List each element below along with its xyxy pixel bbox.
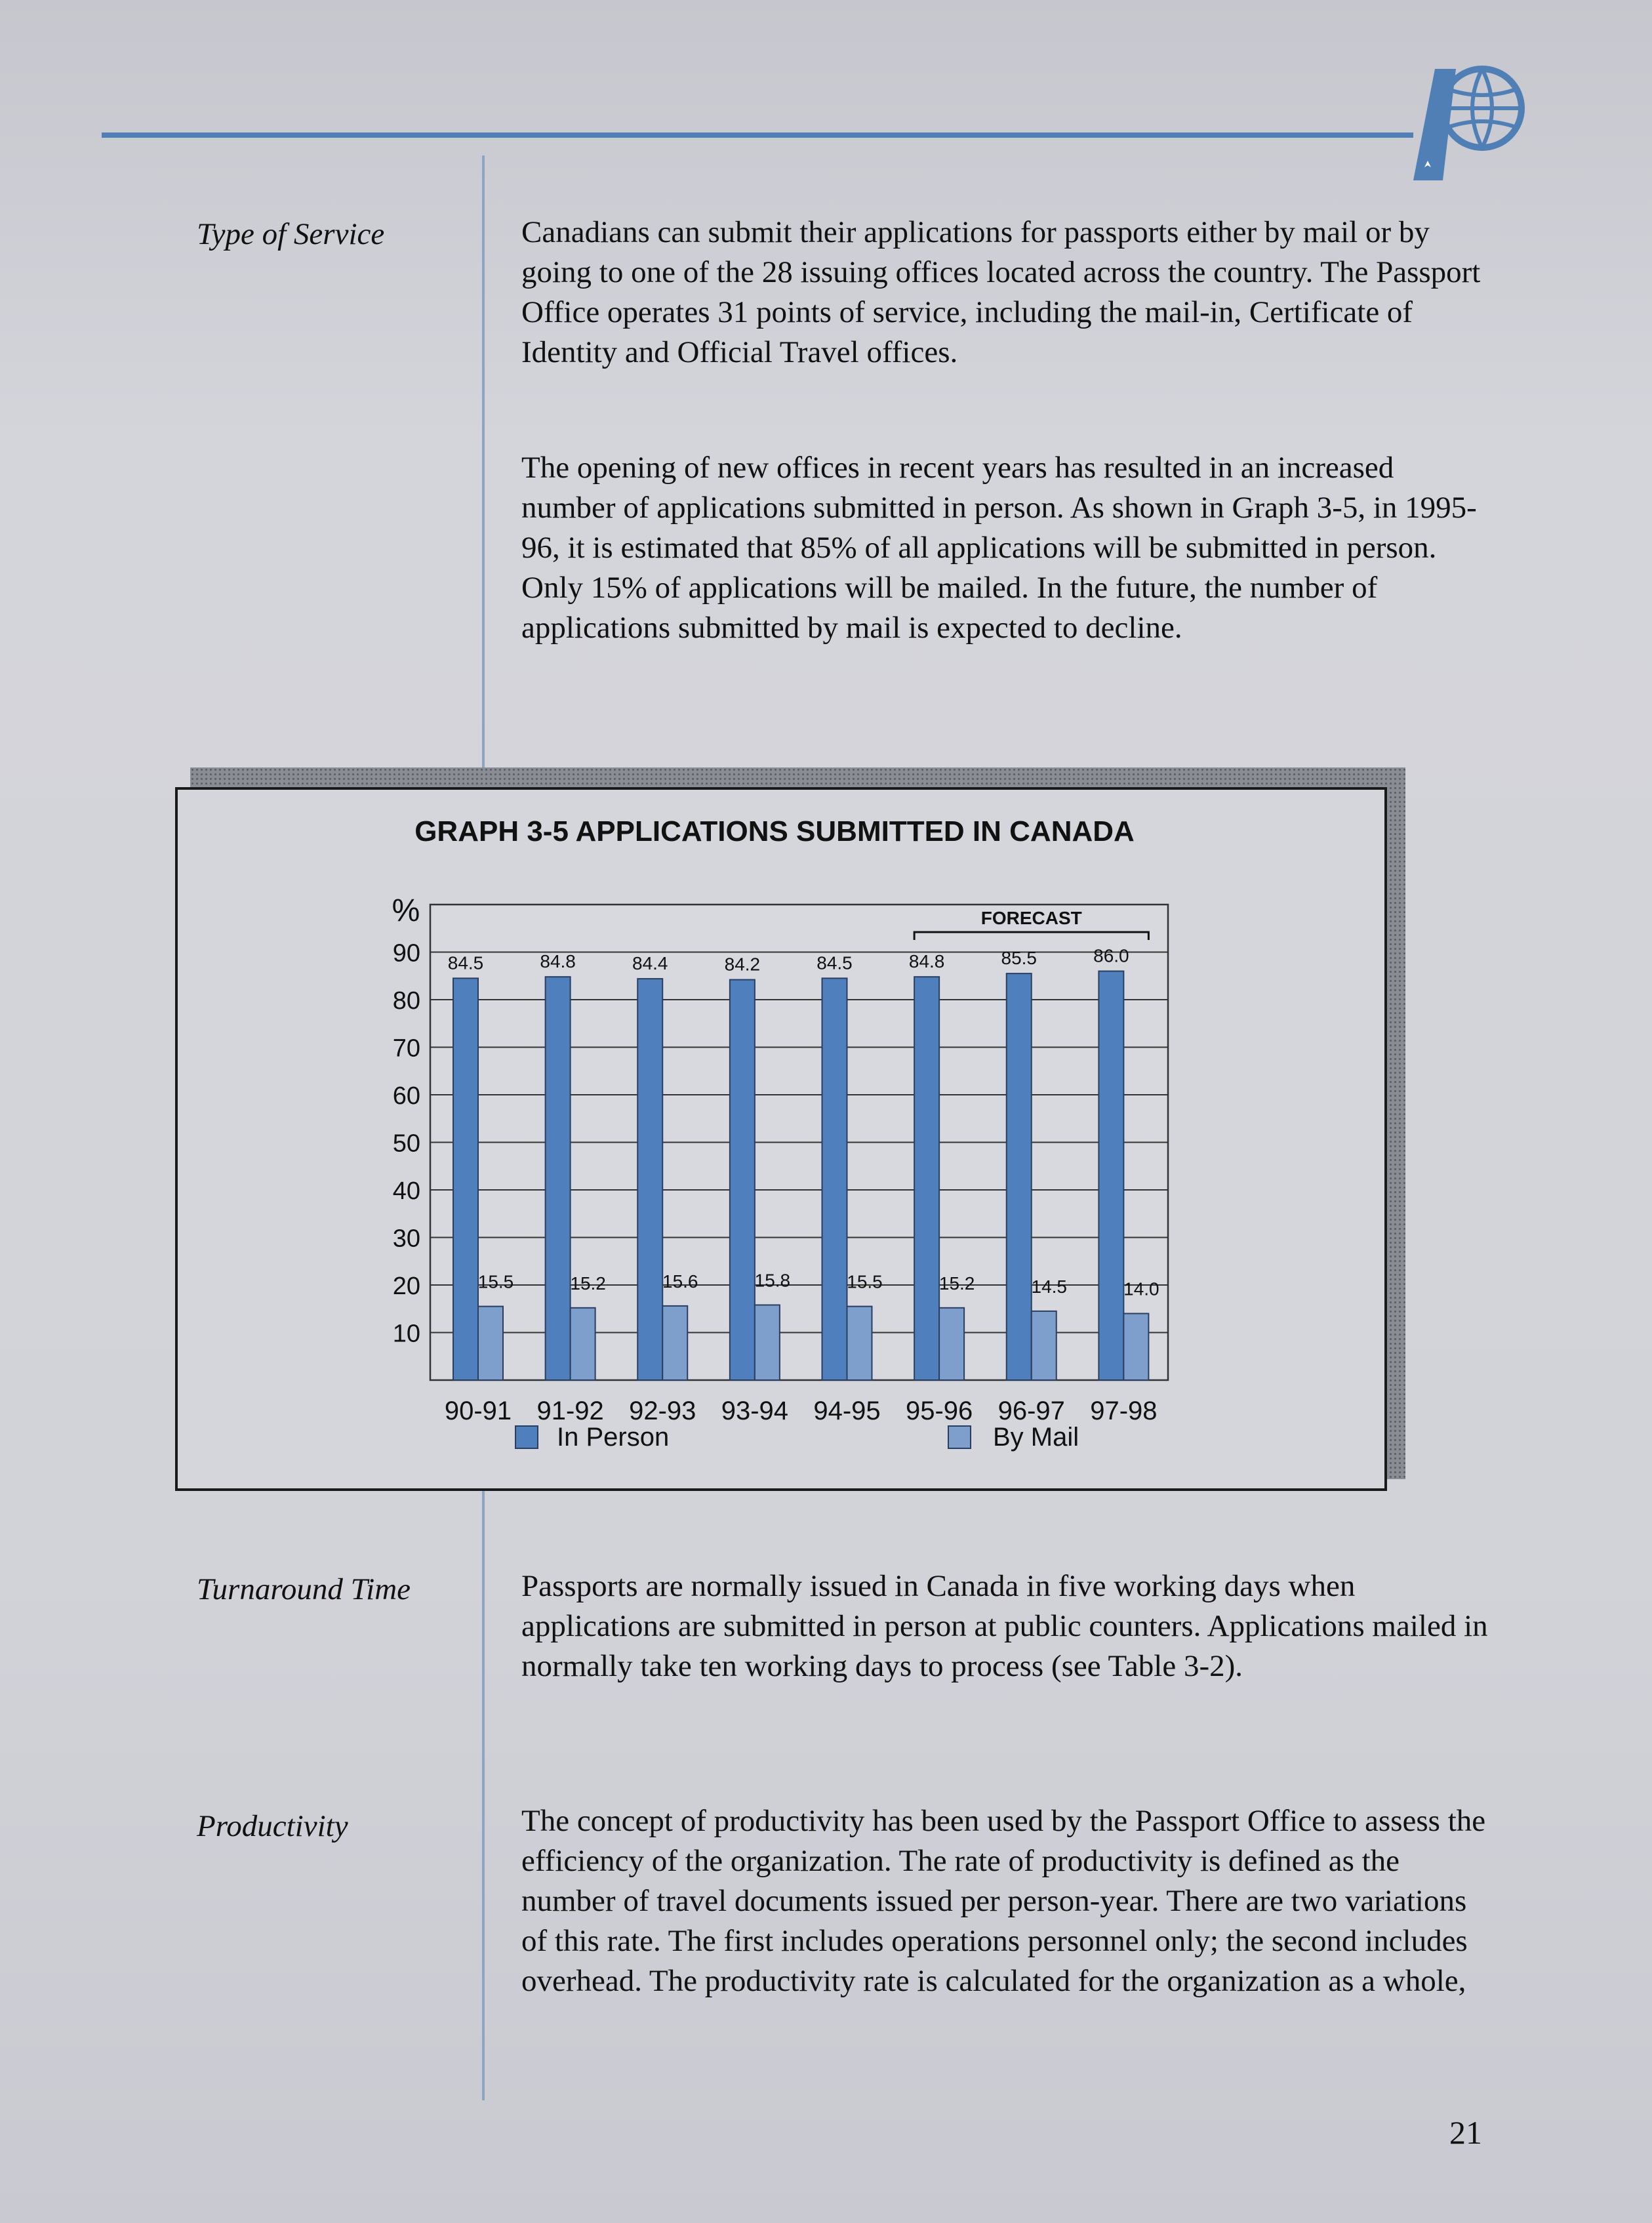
- x-tick-label-92-93: 92-93: [629, 1397, 696, 1425]
- bar-by-mail-92-93: [662, 1306, 687, 1380]
- bar-in-person-93-94: [730, 980, 755, 1380]
- section-label-type-of-service: Type of Service: [197, 217, 385, 251]
- data-label-in-person-90-91: 84.5: [447, 952, 484, 973]
- data-label-in-person-91-92: 84.8: [540, 951, 576, 972]
- header-rule: [102, 133, 1413, 138]
- data-label-by-mail-92-93: 15.6: [662, 1271, 698, 1292]
- data-label-by-mail-95-96: 15.2: [938, 1273, 975, 1294]
- bar-by-mail-97-98: [1123, 1314, 1148, 1381]
- data-label-in-person-93-94: 84.2: [724, 954, 761, 975]
- data-label-by-mail-93-94: 15.8: [754, 1270, 791, 1291]
- data-label-by-mail-96-97: 14.5: [1031, 1276, 1067, 1297]
- turnaround-time-paragraph: Passports are normally issued in Canada in five working days when applications are submitted in person at public counters. Applications mailed in normally take ten working days to process (see Table 3-2).: [521, 1569, 1488, 1683]
- bar-in-person-95-96: [914, 977, 939, 1380]
- x-tick-label-90-91: 90-91: [444, 1397, 512, 1425]
- data-label-in-person-92-93: 84.4: [632, 953, 668, 974]
- bar-in-person-97-98: [1098, 971, 1123, 1381]
- legend-swatch-by-mail: [948, 1426, 971, 1448]
- y-tick-label-40: 40: [392, 1177, 420, 1205]
- y-tick-label-90: 90: [392, 939, 420, 968]
- chart-title: GRAPH 3-5 APPLICATIONS SUBMITTED IN CANADA: [414, 815, 1135, 847]
- section-label-productivity: Productivity: [197, 1809, 348, 1843]
- passport-office-logo-icon: [1410, 62, 1528, 187]
- bar-by-mail-96-97: [1032, 1311, 1057, 1380]
- chart-y-axis-label: %: [392, 893, 420, 928]
- x-tick-label-97-98: 97-98: [1090, 1397, 1158, 1425]
- x-tick-label-93-94: 93-94: [721, 1397, 789, 1425]
- y-tick-label-20: 20: [392, 1273, 420, 1300]
- y-tick-label-70: 70: [392, 1034, 420, 1063]
- type-of-service-paragraph-2: The opening of new offices in recent years has resulted in an increased number of applications submitted in person. As shown in Graph 3-5, in 1995-96, it is estimated that 85% of all applications will be submitted in person. Only 15% of applications will be mailed. In the future, the number of applications submitted by mail is expected to decline.: [521, 451, 1477, 645]
- graph-3-5-chart: [178, 790, 1384, 1488]
- x-tick-label-94-95: 94-95: [813, 1397, 881, 1425]
- y-tick-label-10: 10: [392, 1320, 420, 1348]
- y-tick-label-60: 60: [392, 1082, 420, 1110]
- bar-in-person-96-97: [1007, 973, 1032, 1380]
- data-label-by-mail-90-91: 15.5: [477, 1271, 514, 1292]
- data-label-in-person-94-95: 84.5: [816, 952, 853, 973]
- bar-by-mail-90-91: [478, 1307, 503, 1380]
- bar-by-mail-91-92: [571, 1308, 595, 1380]
- bar-by-mail-95-96: [939, 1308, 964, 1380]
- data-label-by-mail-91-92: 15.2: [570, 1273, 606, 1294]
- bar-by-mail-93-94: [755, 1305, 780, 1380]
- legend-swatch-in-person: [515, 1426, 538, 1448]
- forecast-annotation: FORECAST: [980, 908, 1082, 928]
- section-label-turnaround-time: Turnaround Time: [197, 1572, 411, 1606]
- data-label-in-person-96-97: 85.5: [1001, 948, 1037, 969]
- type-of-service-paragraph-1: Canadians can submit their applications for passports either by mail or by going to one of the 28 issuing offices located across the country. The Passport Office operates 31 points of service, including the mail-in, Certificate of Identity and Official Travel offices.: [521, 215, 1481, 369]
- data-label-in-person-97-98: 86.0: [1093, 945, 1129, 966]
- data-label-by-mail-94-95: 15.5: [847, 1271, 883, 1292]
- y-tick-label-80: 80: [392, 987, 420, 1015]
- y-tick-label-50: 50: [392, 1130, 420, 1158]
- data-label-in-person-95-96: 84.8: [908, 951, 945, 972]
- bar-by-mail-94-95: [847, 1307, 872, 1380]
- bar-in-person-94-95: [822, 978, 847, 1380]
- bar-in-person-91-92: [546, 977, 571, 1380]
- graph-3-5: [175, 787, 1387, 1491]
- productivity-paragraph: The concept of productivity has been used by the Passport Office to assess the efficiency of the organization. The rate of productivity is defined as the number of travel documents issued per person-year. There are two variations of this rate. The first includes operations personnel only; the second includes overhead. The productivity rate is calculated for the organization as a whole,: [521, 1804, 1486, 1998]
- bar-in-person-90-91: [453, 978, 478, 1380]
- bar-in-person-92-93: [637, 979, 662, 1380]
- x-tick-label-91-92: 91-92: [536, 1397, 604, 1425]
- y-tick-label-30: 30: [392, 1225, 420, 1253]
- page-number: 21: [1449, 2114, 1482, 2151]
- x-tick-label-96-97: 96-97: [997, 1397, 1065, 1425]
- legend-label-in-person: In Person: [557, 1423, 670, 1452]
- x-tick-label-95-96: 95-96: [905, 1397, 973, 1425]
- legend-label-by-mail: By Mail: [993, 1423, 1079, 1452]
- data-label-by-mail-97-98: 14.0: [1123, 1278, 1159, 1299]
